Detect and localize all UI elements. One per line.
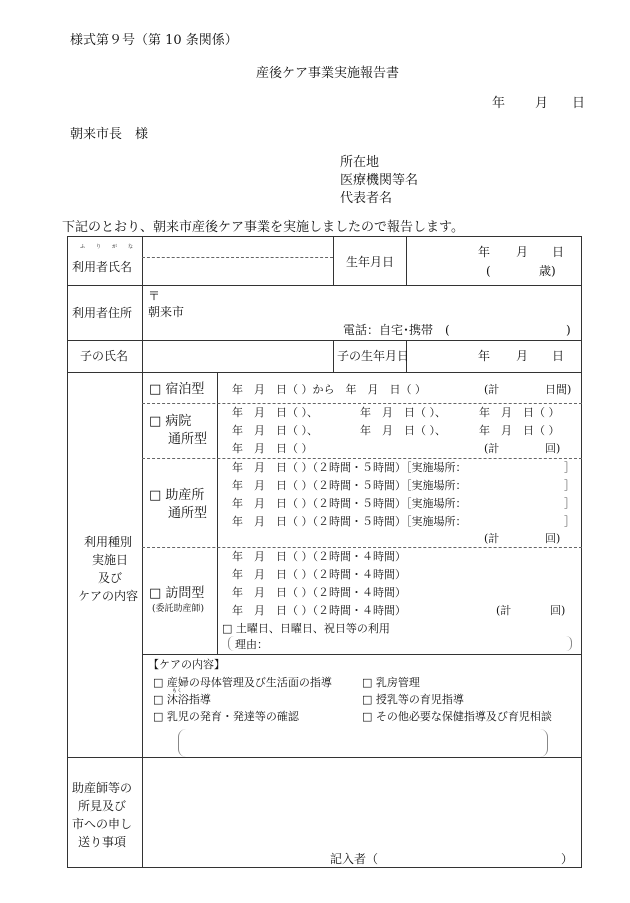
- visit-date-2: 年 月 日（ ）（２時間・４時間）: [232, 568, 406, 581]
- form-number: 様式第９号（第 10 条関係）: [70, 33, 238, 48]
- hospital-date-2: 年 月 日（ ）、: [232, 424, 318, 437]
- visit-date-1: 年 月 日（ ）（２時間・４時間）: [232, 550, 406, 563]
- hospital-type-checkbox[interactable]: □ 病院: [149, 414, 192, 429]
- postal-mark: 〒: [148, 289, 161, 303]
- birth-month: 月: [516, 245, 529, 259]
- usage-label-1: 利用種別: [84, 535, 133, 549]
- visit-total-open: (計: [496, 604, 512, 617]
- age-close: 歳): [539, 264, 556, 278]
- submitter-rep-label: 代表者名: [340, 191, 393, 206]
- user-name-field[interactable]: [146, 261, 330, 281]
- visit-type-sub: (委託助産師): [152, 604, 205, 614]
- phone-close: ): [566, 323, 571, 337]
- care-header: 【ケアの内容】: [148, 658, 225, 671]
- intro-text: 下記のとおり、朝来市産後ケア事業を実施しましたので報告します。: [62, 220, 464, 235]
- stay-type-checkbox[interactable]: □ 宿泊型: [149, 382, 205, 397]
- usage-label-2: 実施日: [92, 553, 129, 567]
- child-birth-day: 日: [552, 349, 565, 363]
- phone-label: 電話：自宅･携帯 (: [343, 323, 450, 337]
- findings-label-3: 市への申し: [72, 817, 133, 831]
- hospital-date-1: 年 月 日（ ）、: [232, 406, 318, 419]
- hospital-type-label: 通所型: [168, 432, 208, 447]
- midwife-bracket-4: ］: [564, 515, 575, 528]
- midwife-bracket-1: ］: [564, 461, 575, 474]
- stay-total-close: 日間): [545, 383, 572, 396]
- user-name-label: 利用者氏名: [72, 260, 133, 274]
- care-item-other[interactable]: □ その他必要な保健指導及び育児相談: [362, 710, 552, 723]
- midwife-bracket-2: ］: [564, 479, 575, 492]
- submitter-facility-label: 医療機関等名: [340, 173, 419, 188]
- reason-box[interactable]: [228, 636, 572, 651]
- child-birth-month: 月: [516, 349, 529, 363]
- age-open: (: [486, 264, 491, 278]
- birth-date-label: 生年月日: [346, 255, 395, 269]
- care-item-bathing[interactable]: □ 沐浴指導: [153, 693, 211, 706]
- hospital-date-4: 年 月 日（ ）、: [360, 406, 446, 419]
- usage-label-3: 及び: [98, 571, 123, 585]
- care-item-growth[interactable]: □ 乳児の発育・発達等の確認: [153, 710, 299, 723]
- care-item-feeding[interactable]: □ 授乳等の育児指導: [362, 693, 464, 706]
- midwife-total-open: (計: [484, 532, 500, 545]
- furigana-label: ふ り が な: [80, 244, 137, 250]
- stay-total-open: (計: [484, 383, 500, 396]
- midwife-date-3: 年 月 日（ ）（２時間・５時間）［実施場所：: [232, 497, 467, 510]
- hospital-total-close: 回): [545, 442, 561, 455]
- care-item-breast[interactable]: □ 乳房管理: [362, 676, 420, 689]
- hospital-total-open: (計: [484, 442, 500, 455]
- findings-label-4: 送り事項: [78, 835, 127, 849]
- visit-date-4: 年 月 日（ ）（２時間・４時間）: [232, 604, 406, 617]
- midwife-date-1: 年 月 日（ ）（２時間・５時間）［実施場所：: [232, 461, 467, 474]
- hospital-date-5: 年 月 日（ ）、: [360, 424, 446, 437]
- child-birth-year: 年: [478, 349, 491, 363]
- midwife-type-checkbox[interactable]: □ 助産所: [149, 488, 205, 503]
- writer-label: 記入者（: [330, 852, 379, 866]
- care-other-box[interactable]: [178, 729, 548, 757]
- midwife-date-2: 年 月 日（ ）（２時間・５時間）［実施場所：: [232, 479, 467, 492]
- header-day: 日: [572, 96, 586, 111]
- visit-date-3: 年 月 日（ ）（２時間・４時間）: [232, 586, 406, 599]
- midwife-bracket-3: ］: [564, 497, 575, 510]
- findings-field[interactable]: [146, 762, 578, 847]
- city-name: 朝来市: [148, 305, 185, 319]
- findings-label-1: 助産師等の: [72, 781, 133, 795]
- care-ruby-moku: もく: [172, 688, 183, 694]
- midwife-date-4: 年 月 日（ ）（２時間・５時間）［実施場所：: [232, 515, 467, 528]
- writer-close: ）: [561, 852, 574, 866]
- visit-type-checkbox[interactable]: □ 訪問型: [149, 586, 205, 601]
- child-name-label: 子の氏名: [80, 349, 129, 363]
- findings-label-2: 所見及び: [78, 799, 127, 813]
- addressee: 朝来市長 様: [70, 127, 149, 142]
- birth-year: 年: [478, 245, 491, 259]
- birth-day: 日: [552, 245, 565, 259]
- visit-total-close: 回): [550, 604, 566, 617]
- submitter-address-label: 所在地: [340, 155, 380, 170]
- weekend-checkbox[interactable]: □ 土曜日、日曜日、祝日等の利用: [222, 622, 390, 635]
- midwife-total-close: 回): [545, 532, 561, 545]
- page-title: 産後ケア事業実施報告書: [256, 66, 400, 81]
- usage-label-4: ケアの内容: [78, 589, 139, 603]
- header-month: 月: [535, 96, 549, 111]
- user-address-label: 利用者住所: [72, 306, 133, 320]
- midwife-type-label: 通所型: [168, 506, 208, 521]
- reason-label: 理由：: [235, 638, 268, 651]
- care-item-maternal[interactable]: □ 産婦の母体管理及び生活面の指導: [153, 676, 332, 689]
- hospital-date-3: 年 月 日（ ）: [232, 442, 313, 455]
- child-birth-label: 子の生年月日: [337, 349, 410, 363]
- hospital-date-7: 年 月 日（ ）: [479, 424, 560, 437]
- stay-dates: 年 月 日（ ）から 年 月 日（ ）: [232, 383, 426, 396]
- hospital-date-6: 年 月 日（ ）: [479, 406, 560, 419]
- header-year: 年: [492, 96, 506, 111]
